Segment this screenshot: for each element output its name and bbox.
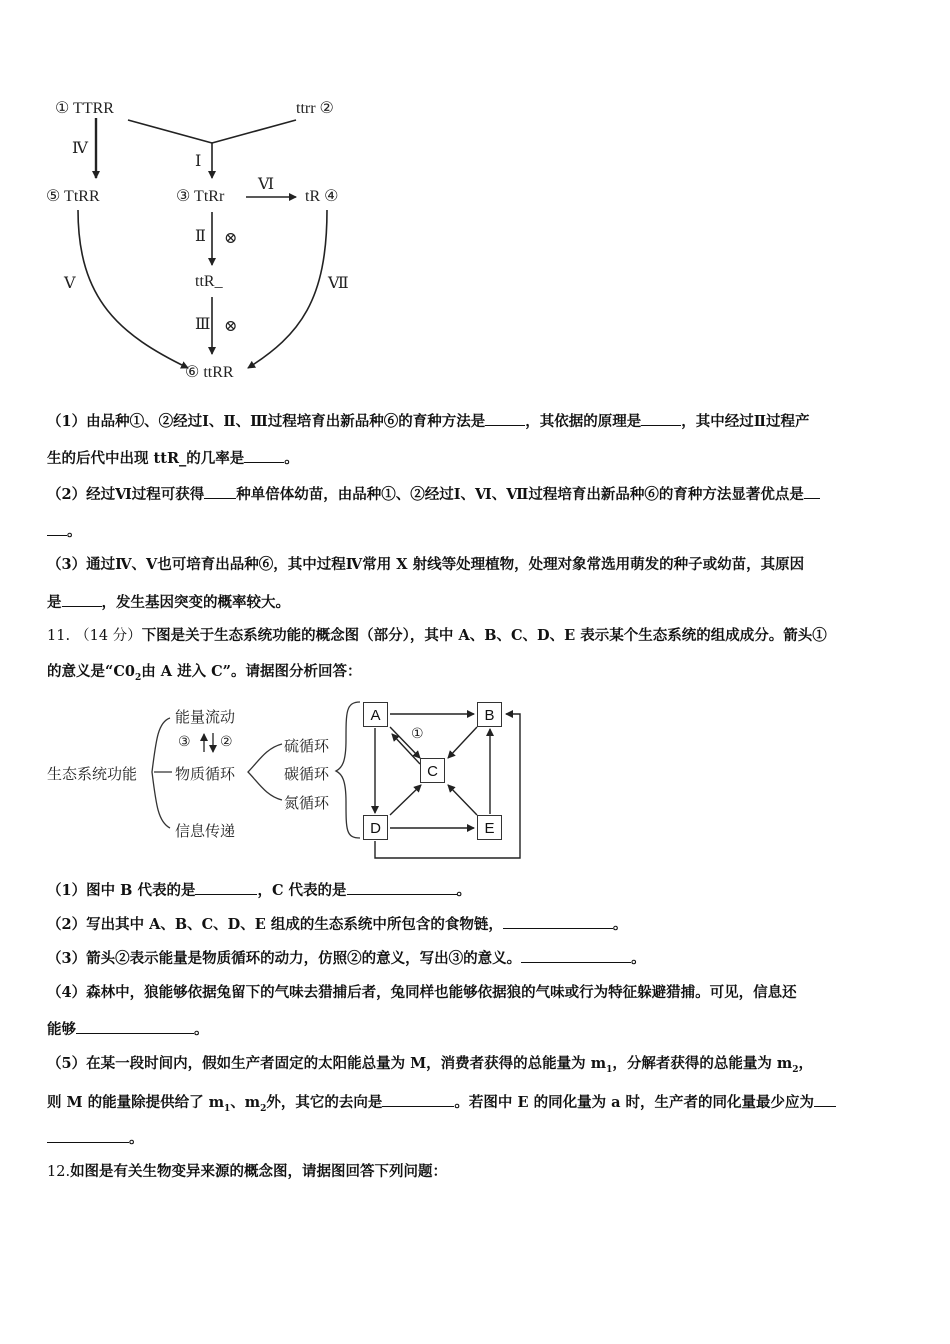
q11-p2-text-b: 。 <box>612 916 628 933</box>
q10-p1-text-d: 生的后代中出现 ttR_的几率是 <box>47 450 245 467</box>
question-number: 11. <box>47 628 71 644</box>
matter-cycle-label: 物质循环 <box>175 765 236 783</box>
q11-part5-line3 <box>47 1128 907 1149</box>
q11-p1-text-c: 。 <box>456 882 472 899</box>
arrow-1-label: ① <box>411 726 424 742</box>
answer-blank <box>521 948 631 963</box>
q11-p4-text-c: 。 <box>194 1021 209 1038</box>
q11-part1 <box>47 880 907 901</box>
q11-p5-text-b: ，分解者获得的总能量为 m <box>612 1055 793 1072</box>
answer-blank <box>47 1128 129 1143</box>
question-number: 12. <box>47 1164 71 1180</box>
q11-p2-text-a: （2）写出其中 A、B、C、D、E 组成的生态系统中所包含的食物链， <box>47 916 503 933</box>
subscript-1: 1 <box>606 1064 613 1075</box>
label-ii: Ⅱ <box>195 228 206 245</box>
q11-part2 <box>47 914 907 935</box>
label-iv: Ⅳ <box>72 140 88 157</box>
q11-p3-text-a: （3）箭头②表示能量是物质循环的动力，仿照②的意义，写出③的意义。 <box>47 950 522 967</box>
component-b-box: B <box>477 702 502 727</box>
q11-p5-text-a: （5）在某一段时间内，假如生产者固定的太阳能总量为 M，消费者获得的总能量为 m <box>47 1055 607 1072</box>
q11-p1-text-b: ，C 代表的是 <box>257 882 347 899</box>
label-i: Ⅰ <box>195 153 202 170</box>
arrow-2-label: ② <box>220 734 233 750</box>
q11-p4-text-a: （4）森林中，狼能够依据兔留下的气味去猎捕后者，兔同样也能够依据狼的气味或行为特征躲避猎捕。可见，信息还 <box>47 984 797 1001</box>
selfing-symbol-1: ⊗ <box>224 230 238 247</box>
q11-part3 <box>47 948 907 969</box>
node-ttrr-6: ⑥ ttRR <box>185 364 234 381</box>
answer-blank <box>347 880 457 895</box>
q11-p5-text-g: 。若图中 E 的同化量为 a 时，生产者的同化量最少应为 <box>454 1094 815 1111</box>
q10-p1-text-c: ，其中经过Ⅱ过程产 <box>681 413 810 430</box>
label-vi: Ⅵ <box>258 176 275 193</box>
q10-p2-text-c: 。 <box>67 523 82 540</box>
arrow-3-label: ③ <box>178 734 191 750</box>
component-e-box: E <box>477 815 502 840</box>
root-ecosystem-function: 生态系统功能 <box>47 765 138 783</box>
q12-stem-text: 如图是有关生物变异来源的概念图，请据图回答下列问题： <box>70 1163 448 1180</box>
ecosystem-diagram-lines <box>0 0 560 870</box>
q11-p3-text-b: 。 <box>631 950 646 967</box>
q11-part4-line2 <box>47 1019 907 1040</box>
q11-p4-text-b: 能够 <box>47 1021 76 1038</box>
node-ttr: ttR_ <box>195 273 223 290</box>
q11-part4-line1 <box>47 983 907 1003</box>
label-vii: Ⅶ <box>328 275 349 292</box>
answer-blank <box>804 484 820 499</box>
q10-p3-text-b: 是 <box>47 594 62 611</box>
node-ttrr-1: ① TTRR <box>55 100 114 117</box>
sulfur-cycle-label: 硫循环 <box>284 737 330 755</box>
subscript-1: 1 <box>224 1103 231 1114</box>
q11-p5-text-h: 。 <box>129 1130 144 1147</box>
component-c-box: C <box>420 758 445 783</box>
q10-p1-text-e: 。 <box>284 450 299 467</box>
energy-flow-label: 能量流动 <box>175 708 236 726</box>
q10-p1-text-b: ，其依据的原理是 <box>525 413 642 430</box>
q10-p3-text-a: （3）通过Ⅳ、Ⅴ也可培育出品种⑥，其中过程Ⅳ常用 X 射线等处理植物，处理对象常选用萌发的种子或幼苗，其原因 <box>47 556 805 573</box>
component-d-box: D <box>363 815 388 840</box>
q11-stem-sub: 2 <box>134 672 142 683</box>
subscript-2: 2 <box>792 1064 799 1075</box>
q10-p2-text-a: （2）经过Ⅵ过程可获得 <box>47 486 205 503</box>
answer-blank <box>382 1092 454 1107</box>
label-iii: Ⅲ <box>195 316 211 333</box>
answer-blank <box>76 1019 194 1034</box>
q11-p5-text-c: ， <box>798 1055 813 1072</box>
carbon-cycle-label: 碳循环 <box>284 765 330 783</box>
subscript-2: 2 <box>260 1103 267 1114</box>
q11-p5-text-f: 外，其它的去向是 <box>266 1094 383 1111</box>
node-ttrr-3: ③ TtRr <box>176 188 225 205</box>
answer-blank <box>814 1092 836 1107</box>
q11-stem-text-2a: 的意义是“C0 <box>47 663 135 680</box>
selfing-symbol-2: ⊗ <box>224 318 238 335</box>
answer-blank <box>195 880 257 895</box>
question-score: （14 分） <box>75 628 142 644</box>
answer-blank <box>641 411 681 426</box>
q11-part5-line1 <box>47 1054 907 1080</box>
node-ttrr-5: ⑤ TtRR <box>46 188 100 205</box>
q10-p3-text-c: ，发生基因突变的概率较大。 <box>101 594 290 611</box>
node-tr-4: tR ④ <box>305 188 339 205</box>
q12-stem <box>47 1162 907 1182</box>
answer-blank <box>503 914 613 929</box>
label-v: Ⅴ <box>64 275 76 292</box>
q11-p5-text-e: 、m <box>230 1094 261 1111</box>
q11-p5-text-d: 则 M 的能量除提供给了 m <box>47 1094 225 1111</box>
q10-p2-text-b: 种单倍体幼苗，由品种①、②经过Ⅰ、Ⅵ、Ⅶ过程培育出新品种⑥的育种方法显著优点是 <box>236 486 804 503</box>
component-a-box: A <box>363 702 388 727</box>
node-ttrr-2: ttrr ② <box>296 100 334 117</box>
info-transfer-label: 信息传递 <box>175 822 236 840</box>
q11-part5-line2 <box>47 1092 907 1119</box>
q11-p1-text-a: （1）图中 B 代表的是 <box>47 882 196 899</box>
q10-p1-text-a: （1）由品种①、②经过Ⅰ、Ⅱ、Ⅲ过程培育出新品种⑥的育种方法是 <box>47 413 486 430</box>
nitrogen-cycle-label: 氮循环 <box>284 794 330 812</box>
q11-stem-text-1: 下图是关于生态系统功能的概念图（部分），其中 A、B、C、D、E 表示某个生态系统的组成成分。箭头① <box>141 627 827 644</box>
q11-stem-text-2b: 由 A 进入 C”。请据图分析回答： <box>141 663 362 680</box>
